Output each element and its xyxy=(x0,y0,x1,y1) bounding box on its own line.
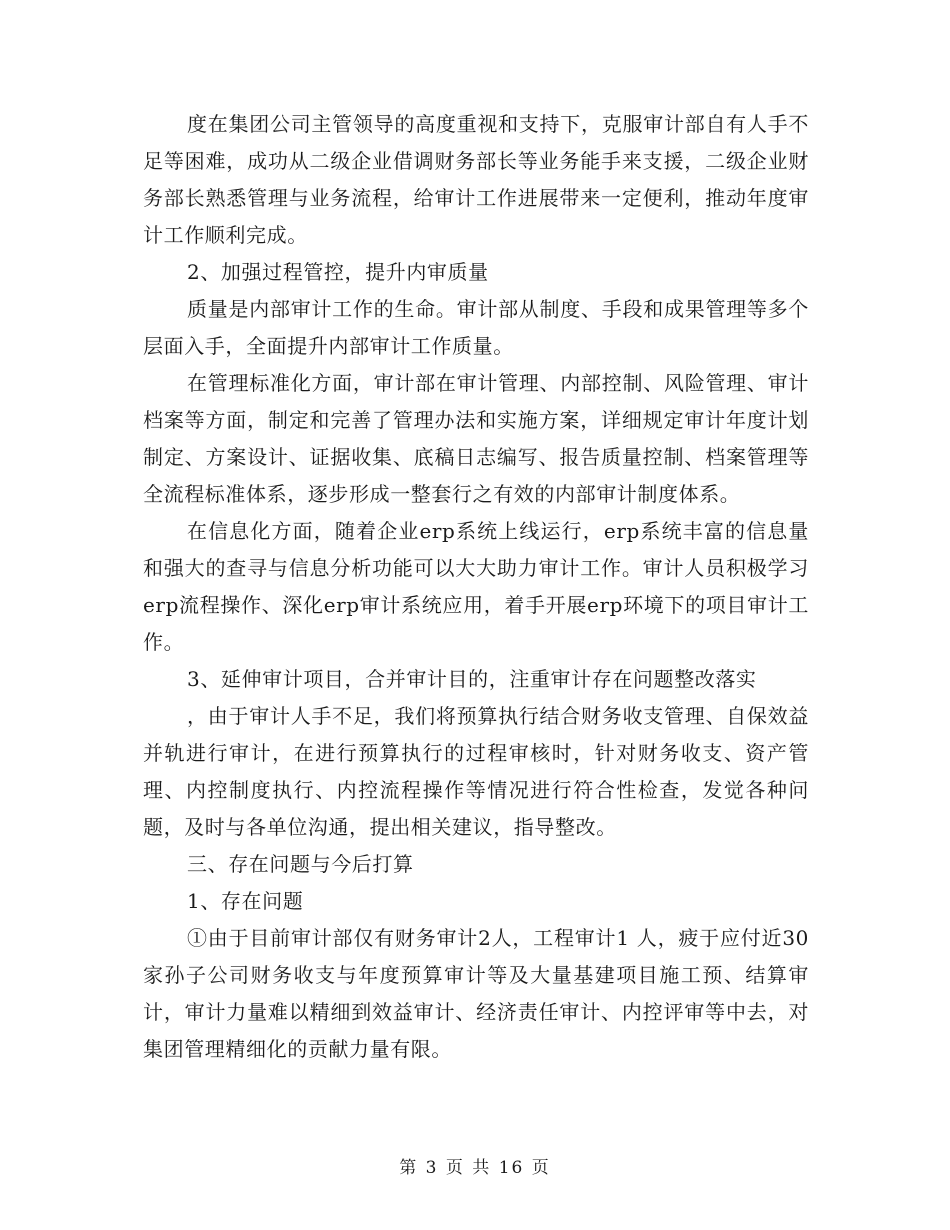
document-body xyxy=(143,106,809,1068)
paragraph-standardization: 在管理标准化方面，审计部在审计管理、内部控制、风险管理、审计档案等方面，制定和完善了管理办法和实施方案，详细规定审计年度计划制定、方案设计、证据收集、底稿日志编写、报告质量控制、档案管理等全流程标准体系，逐步形成一整套行之有效的内部审计制度体系。 xyxy=(143,371,809,506)
paragraph-1: 度在集团公司主管领导的高度重视和支持下，克服审计部自有人手不足等困难，成功从二级企业借调财务部长等业务能手来支援，二级企业财务部长熟悉管理与业务流程，给审计工作进展带来一定便利，推动年度审计工作顺利完成。 xyxy=(143,112,809,247)
paragraph-staff-shortage: ①由于目前审计部仅有财务审计2人，工程审计1 人，疲于应付近30家孙子公司财务收支与年度预算审计等及大量基建项目施工预、结算审计，审计力量难以精细到效益审计、经济责任审计、内控评审等中去，对集团管理精细化的贡献力量有限。 xyxy=(143,926,809,1061)
page-footer: 第 3 页 共 16 页 xyxy=(399,1158,551,1178)
paragraph-budget-execution: ，由于审计人手不足，我们将预算执行结合财务收支管理、自保效益并轨进行审计，在进行预算执行的过程审核时，针对财务收支、资产管理、内控制度执行、内控流程操作等情况进行符合性检查，发觉各种问题，及时与各单位沟通，提出相关建议，指导整改。 xyxy=(143,704,809,839)
paragraph-quality: 质量是内部审计工作的生命。审计部从制度、手段和成果管理等多个层面入手，全面提升内部审计工作质量。 xyxy=(143,297,809,358)
paragraph-informatization: 在信息化方面，随着企业erp系统上线运行，erp系统丰富的信息量和强大的查寻与信息分析功能可以大大助力审计工作。审计人员积极学习erp流程操作、深化erp审计系统应用，着手开展erp环境下的项目审计工作。 xyxy=(143,519,809,654)
heading-strengthen-process-control: 2、加强过程管控，提升内审质量 xyxy=(187,260,489,284)
heading-extend-audit-projects: 3、延伸审计项目，合并审计目的，注重审计存在问题整改落实 xyxy=(187,667,757,691)
heading-problems-and-plans: 三、存在问题与今后打算 xyxy=(187,852,414,876)
heading-existing-problems: 1、存在问题 xyxy=(187,889,304,913)
